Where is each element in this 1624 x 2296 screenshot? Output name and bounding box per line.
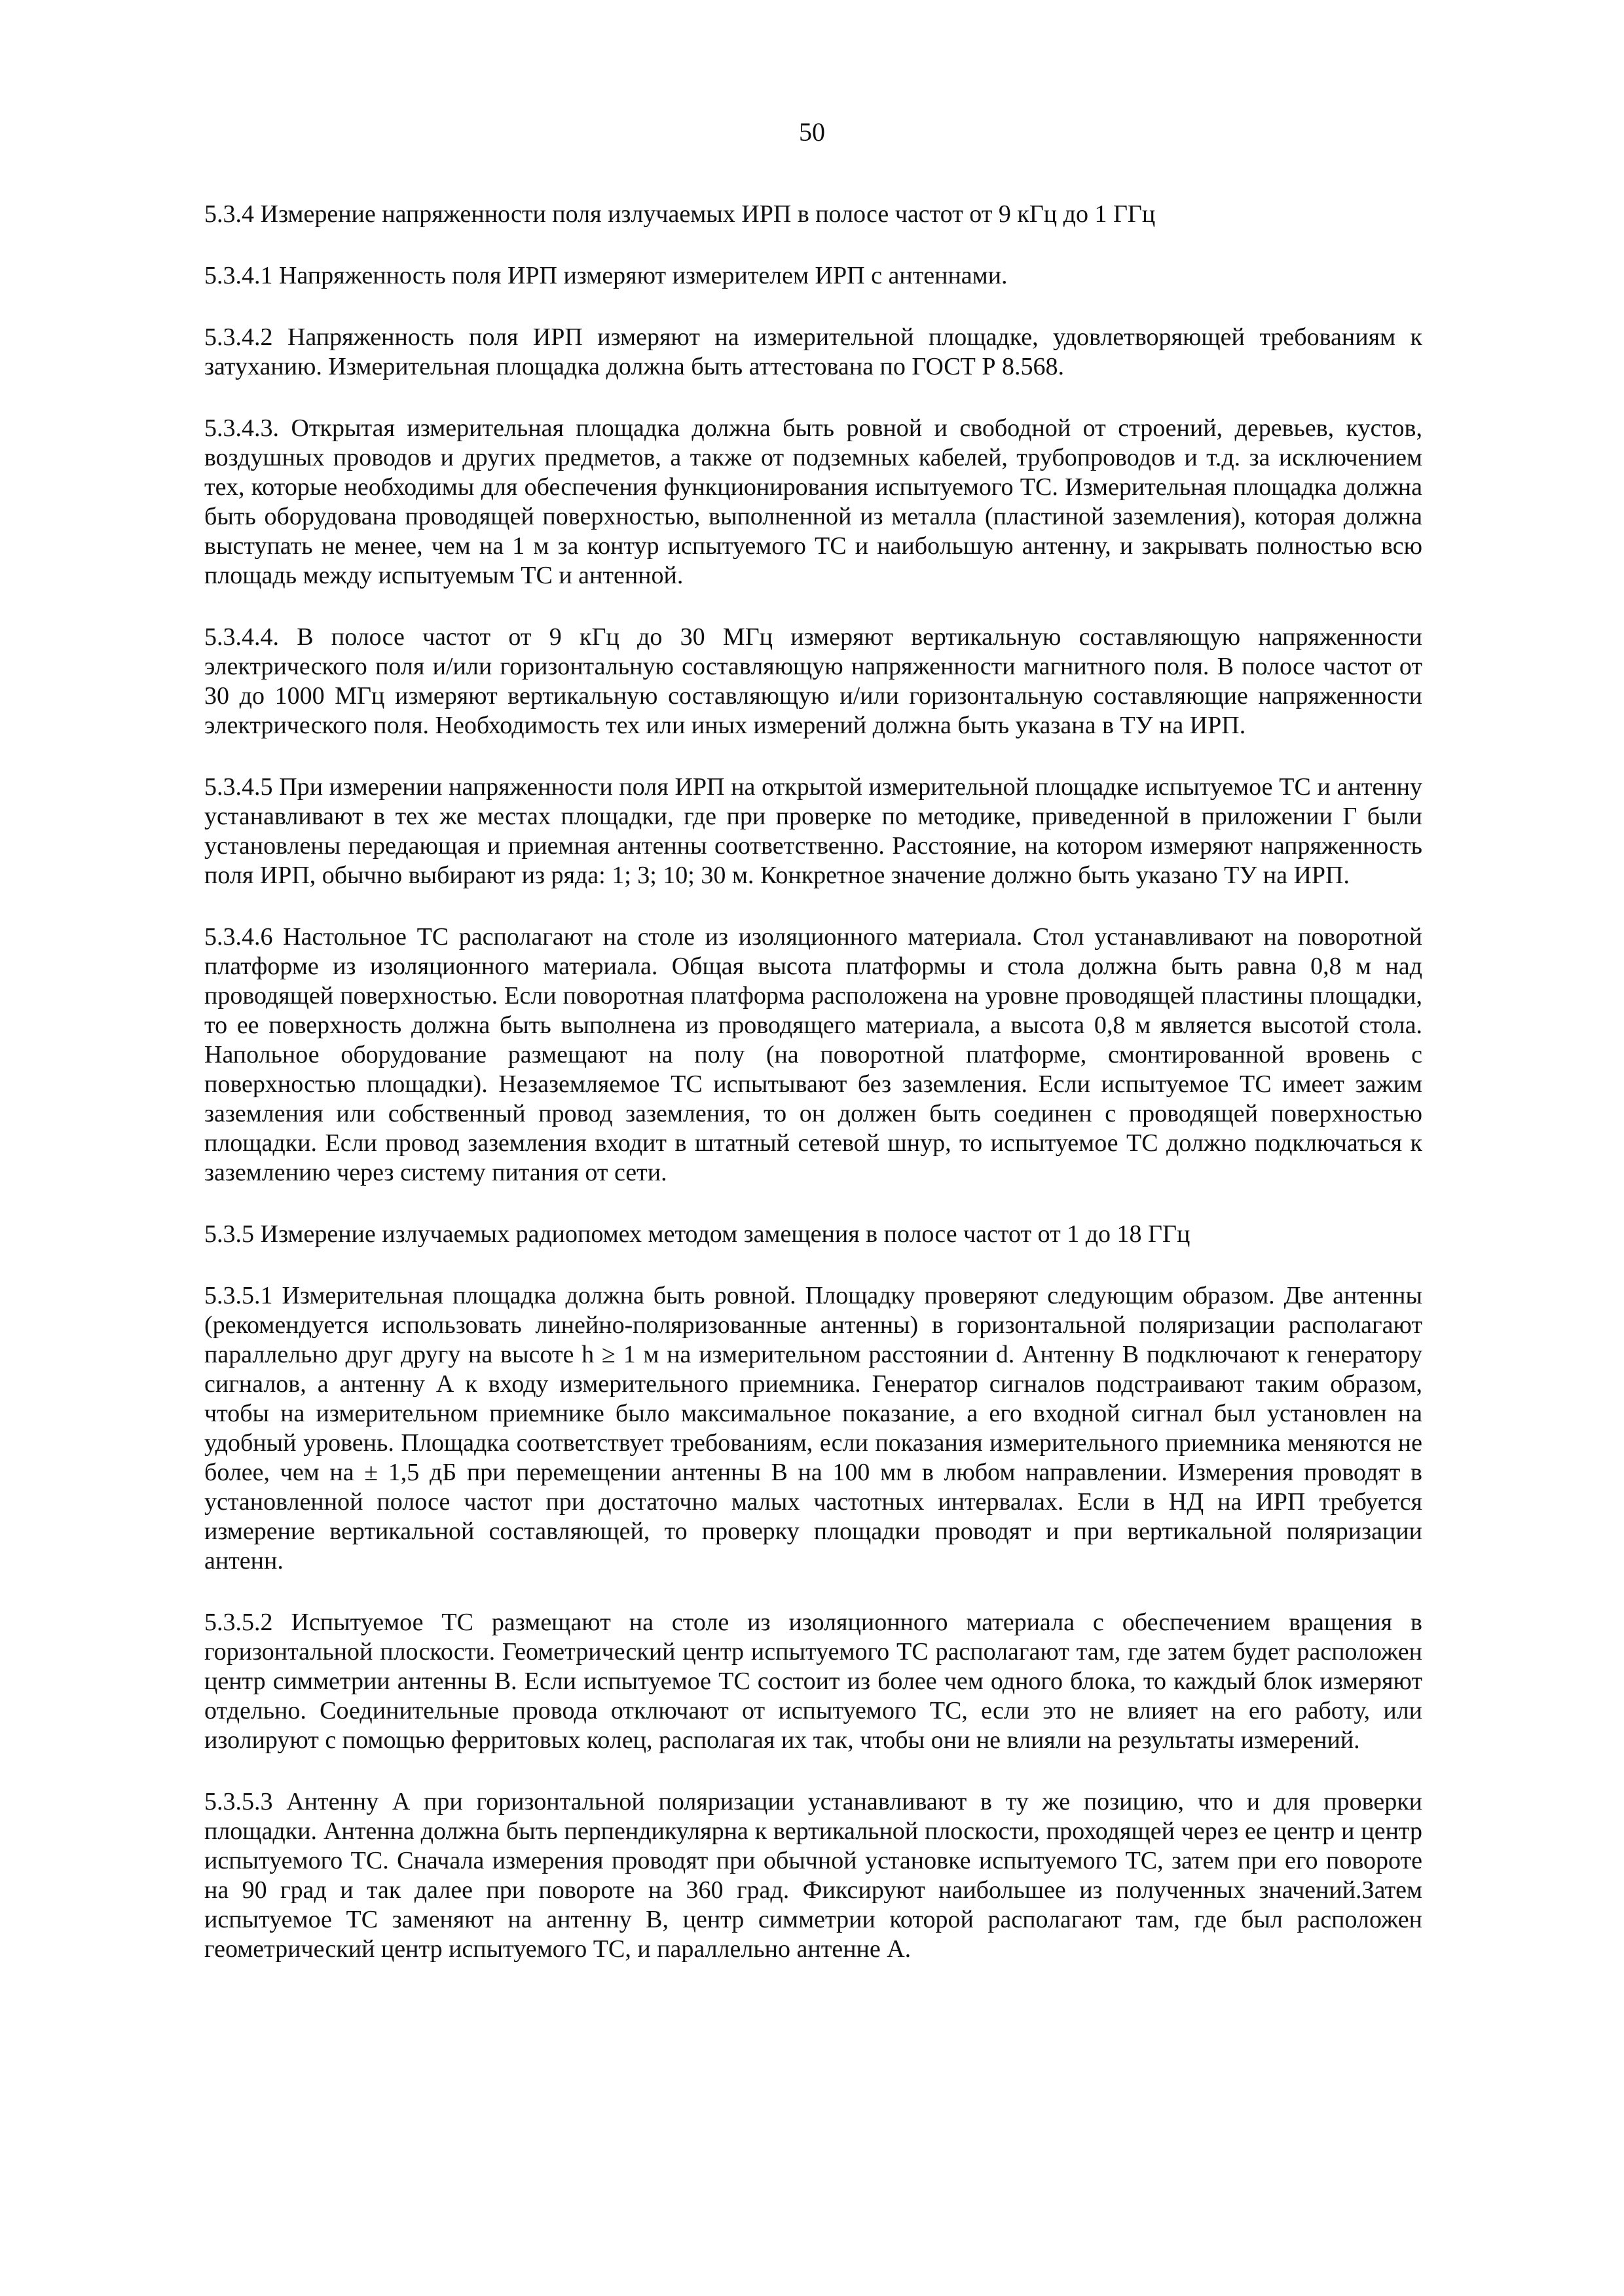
- document-body: [204, 200, 1422, 1964]
- paragraph-5-3-5-2: 5.3.5.2 Испытуемое ТС размещают на столе из изоляционного материала с обеспечением вращения в горизонтальной плоскости. Геометрический центр испытуемого ТС располагают там, где затем будет расположен центр симметрии антенны В. Если испытуемое ТС состоит из более чем одного блока, то каждый блок измеряют отдельно. Соединительные провода отключают от испытуемого ТС, если это не влияет на его работу, или изолируют с помощью ферритовых колец, располагая их так, чтобы они не влияли на результаты измерений.: [204, 1609, 1422, 1754]
- paragraph-5-3-5-1: 5.3.5.1 Измерительная площадка должна быть ровной. Площадку проверяют следующим образом. Две антенны (рекомендуется использовать линейно-поляризованные антенны) в горизонтальной поляризации располагают параллельно друг другу на высоте h ≥ 1 м на измерительном расстоянии d. Антенну В подключают к генератору сигналов, а антенну А к входу измерительного приемника. Генератор сигналов подстраивают таким образом, чтобы на измерительном приемнике было максимальное показание, а его входной сигнал был установлен на удобный уровень. Площадка соответствует требованиям, если показания измерительного приемника меняются не более, чем на ± 1,5 дБ при перемещении антенны В на 100 мм в любом направлении. Измерения проводят в установленной полосе частот при достаточно малых частотных интервалах. Если в НД на ИРП требуется измерение вертикальной составляющей, то проверку площадки проводят и при вертикальной поляризации антенн.: [204, 1282, 1422, 1575]
- paragraph-5-3-4-2: 5.3.4.2 Напряженность поля ИРП измеряют на измерительной площадке, удовлетворяющей требованиям к затуханию. Измерительная площадка должна быть аттестована по ГОСТ Р 8.568.: [204, 323, 1422, 380]
- paragraph-5-3-4-1: 5.3.4.1 Напряженность поля ИРП измеряют измерителем ИРП с антеннами.: [204, 262, 1008, 289]
- paragraph-5-3-4-5: 5.3.4.5 При измерении напряженности поля ИРП на открытой измерительной площадке испытуемое ТС и антенну устанавливают в тех же местах площадки, где при проверке по методике, приведенной в приложении Г были установлены передающая и приемная антенны соответственно. Расстояние, на котором измеряют напряженность поля ИРП, обычно выбирают из ряда: 1; 3; 10; 30 м. Конкретное значение должно быть указано ТУ на ИРП.: [204, 773, 1422, 889]
- paragraph-5-3-4-3: 5.3.4.3. Открытая измерительная площадка должна быть ровной и свободной от строений, деревьев, кустов, воздушных проводов и других предметов, а также от подземных кабелей, трубопроводов и т.д. за исключением тех, которые необходимы для обеспечения функционирования испытуемого ТС. Измерительная площадка должна быть оборудована проводящей поверхностью, выполненной из металла (пластиной заземления), которая должна выступать не менее, чем на 1 м за контур испытуемого ТС и наибольшую антенну, и закрывать полностью всю площадь между испытуемым ТС и антенной.: [204, 414, 1422, 589]
- page-number: 50: [799, 117, 825, 147]
- paragraph-5-3-4-6: 5.3.4.6 Настольное ТС располагают на столе из изоляционного материала. Стол устанавливают на поворотной платформе из изоляционного материала. Общая высота платформы и стола должна быть равна 0,8 м над проводящей поверхностью. Если поворотная платформа расположена на уровне проводящей пластины площадки, то ее поверхность должна быть выполнена из проводящего материала, а высота 0,8 м является высотой стола. Напольное оборудование размещают на полу (на поворотной платформе, смонтированной вровень с поверхностью площадки). Незаземляемое ТС испытывают без заземления. Если испытуемое ТС имеет зажим заземления или собственный провод заземления, то он должен быть соединен с проводящей поверхностью площадки. Если провод заземления входит в штатный сетевой шнур, то испытуемое ТС должно подключаться к заземлению через систему питания от сети.: [204, 923, 1422, 1186]
- paragraph-5-3-4-4: 5.3.4.4. В полосе частот от 9 кГц до 30 МГц измеряют вертикальную составляющую напряженности электрического поля и/или горизонтальную составляющую напряженности магнитного поля. В полосе частот от 30 до 1000 МГц измеряют вертикальную составляющую и/или горизонтальную составляющие напряженности электрического поля. Необходимость тех или иных измерений должна быть указана в ТУ на ИРП.: [204, 623, 1422, 739]
- paragraph-5-3-5-3: 5.3.5.3 Антенну А при горизонтальной поляризации устанавливают в ту же позицию, что и для проверки площадки. Антенна должна быть перпендикулярна к вертикальной плоскости, проходящей через ее центр и центр испытуемого ТС. Сначала измерения проводят при обычной установке испытуемого ТС, затем при его повороте на 90 град и так далее при повороте на 360 град. Фиксируют наибольшее из полученных значений.Затем испытуемое ТС заменяют на антенну В, центр симметрии которой располагают там, где был расположен геометрический центр испытуемого ТС, и параллельно антенне А.: [204, 1788, 1422, 1963]
- section-heading-5-3-4: 5.3.4 Измерение напряженности поля излучаемых ИРП в полосе частот от 9 кГц до 1 ГГц: [204, 200, 1156, 228]
- section-heading-5-3-5: 5.3.5 Измерение излучаемых радиопомех методом замещения в полосе частот от 1 до 18 ГГц: [204, 1220, 1190, 1248]
